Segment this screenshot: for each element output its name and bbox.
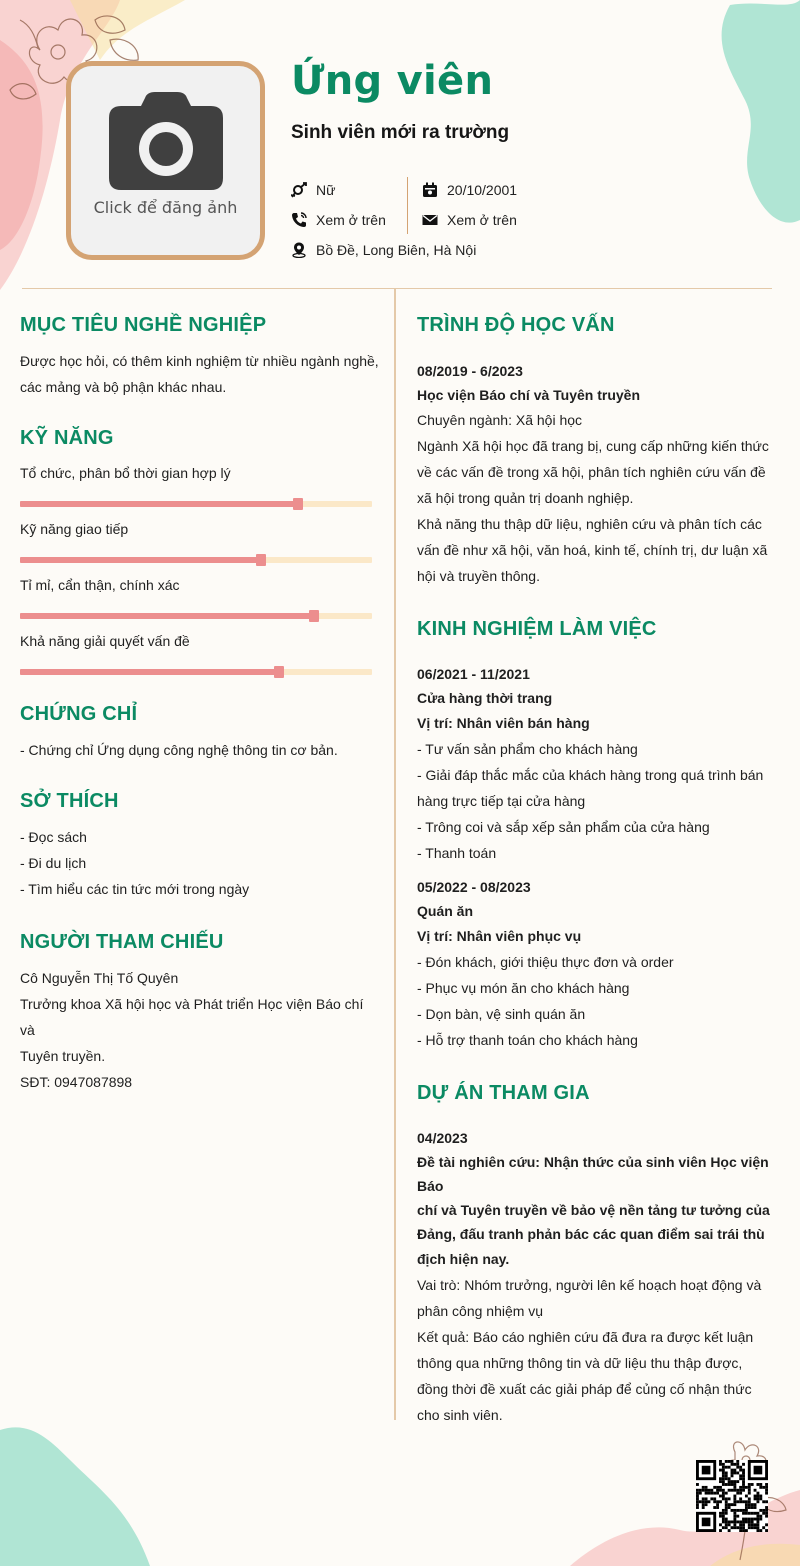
job-line: - Giải đáp thắc mắc của khách hàng trong quá trình bán — [417, 767, 764, 783]
education-line: Chuyên ngành: Xã hội học — [417, 412, 583, 428]
project-line: Vai trò: Nhóm trưởng, người lên kế hoạch hoạt động và — [417, 1277, 762, 1293]
education-line: vấn đề như xã hội, văn hoá, kinh tế, chính trị, dư luận xã — [417, 542, 768, 558]
skill-level-fill — [20, 613, 314, 619]
birthdate-value: 20/10/2001 — [447, 182, 518, 198]
info-divider — [407, 177, 408, 234]
skill-level-fill — [20, 557, 261, 563]
skills-title: KỸ NĂNG — [20, 427, 114, 449]
objective-title: MỤC TIÊU NGHỀ NGHIỆP — [20, 314, 267, 336]
skill-level-bar — [20, 557, 372, 563]
references-section — [20, 929, 380, 1095]
birthdate-info — [421, 181, 517, 199]
skills-section — [20, 425, 380, 675]
objective-line: các mảng và bộ phận khác nhau. — [20, 379, 227, 395]
gender-value: Nữ — [316, 182, 336, 198]
education-school: Học viện Báo chí và Tuyên truyền — [417, 387, 641, 403]
address-value: Bồ Đề, Long Biên, Hà Nội — [316, 242, 477, 258]
education-date: 08/2019 - 6/2023 — [417, 363, 523, 379]
projects-section — [417, 1080, 777, 1428]
job-line: - Hỗ trợ thanh toán cho khách hàng — [417, 1032, 638, 1048]
skill-level-handle — [274, 666, 284, 678]
project-line: thông qua những thông tin và dữ liệu thu thập được, — [417, 1355, 743, 1371]
reference-line: Cô Nguyễn Thị Tố Quyên — [20, 970, 179, 986]
project-line: cho sinh viên. — [417, 1407, 503, 1423]
project-date: 04/2023 — [417, 1130, 468, 1146]
experience-title: KINH NGHIỆM LÀM VIỆC — [417, 618, 657, 640]
skill-level-fill — [20, 501, 298, 507]
education-line: hội và truyền thông. — [417, 568, 540, 584]
photo-upload[interactable] — [66, 61, 265, 260]
email-value: Xem ở trên — [447, 212, 517, 228]
education-title: TRÌNH ĐỘ HỌC VẤN — [417, 314, 615, 336]
skill-item — [20, 575, 380, 619]
skill-name: Kỹ năng giao tiếp — [20, 521, 129, 537]
job-line: - Đón khách, giới thiệu thực đơn và order — [417, 954, 674, 970]
skill-level-bar — [20, 501, 372, 507]
hobbies-section — [20, 788, 380, 902]
projects-title: DỰ ÁN THAM GIA — [417, 1082, 590, 1104]
job-position: Vị trí: Nhân viên phục vụ — [417, 928, 582, 944]
column-divider — [394, 289, 396, 1420]
job-line: - Thanh toán — [417, 845, 497, 861]
education-line: Ngành Xã hội học đã trang bị, cung cấp những kiến thức — [417, 438, 769, 454]
project-title-line: Đề tài nghiên cứu: Nhận thức của sinh viên Học viện Báo — [417, 1154, 769, 1194]
candidate-role: Sinh viên mới ra trường — [291, 122, 510, 143]
skill-level-handle — [309, 610, 319, 622]
education-line: Khả năng thu thập dữ liệu, nghiên cứu và phân tích các — [417, 516, 762, 532]
skill-level-bar — [20, 613, 372, 619]
job-date: 05/2022 - 08/2023 — [417, 879, 531, 895]
certificates-section — [20, 701, 380, 763]
job-line: - Tư vấn sản phẩm cho khách hàng — [417, 741, 638, 757]
job-position: Vị trí: Nhân viên bán hàng — [417, 715, 590, 731]
address-info — [290, 241, 476, 259]
project-line: phân công nhiệm vụ — [417, 1303, 544, 1319]
references-title: NGƯỜI THAM CHIẾU — [20, 931, 224, 953]
reference-line: Tuyên truyền. — [20, 1048, 106, 1064]
job-line: - Trông coi và sắp xếp sản phẩm của cửa hàng — [417, 819, 710, 835]
calendar-icon — [421, 181, 439, 199]
left-column — [20, 312, 380, 1095]
email-info — [421, 211, 517, 229]
qr-code[interactable] — [696, 1460, 768, 1532]
mail-icon — [421, 211, 439, 229]
header-divider — [22, 288, 772, 289]
skill-item — [20, 519, 380, 563]
skill-level-bar — [20, 669, 372, 675]
job-entry — [417, 662, 777, 866]
location-icon — [290, 241, 308, 259]
project-title-line: địch hiện nay. — [417, 1251, 510, 1267]
project-title-line: Đảng, đấu tranh phản bác các quan điểm sai trái thù — [417, 1226, 765, 1242]
phone-info — [290, 211, 386, 229]
watercolor-top-right — [700, 0, 800, 240]
objective-section — [20, 312, 380, 400]
skill-item — [20, 631, 380, 675]
reference-line: SĐT: 0947087898 — [20, 1074, 133, 1090]
hobby-line: - Đi du lịch — [20, 855, 87, 871]
job-entry — [417, 875, 777, 1053]
certificate-line: - Chứng chỉ Ứng dụng công nghệ thông tin cơ bản. — [20, 742, 338, 758]
hobby-line: - Tìm hiểu các tin tức mới trong ngày — [20, 881, 250, 897]
education-section — [417, 312, 777, 589]
photo-caption: Click để đăng ảnh — [93, 198, 238, 217]
job-company: Cửa hàng thời trang — [417, 690, 553, 706]
job-line: - Phục vụ món ăn cho khách hàng — [417, 980, 630, 996]
phone-icon — [290, 211, 308, 229]
skill-name: Khả năng giải quyết vấn đề — [20, 633, 190, 649]
project-line: Kết quả: Báo cáo nghiên cứu đã đưa ra được kết luận — [417, 1329, 754, 1345]
skill-item — [20, 463, 380, 507]
hobby-line: - Đọc sách — [20, 829, 87, 845]
watercolor-bottom-left — [0, 1420, 160, 1566]
camera-icon — [109, 92, 223, 190]
skill-name: Tỉ mỉ, cẩn thận, chính xác — [20, 577, 180, 593]
skill-name: Tổ chức, phân bổ thời gian hợp lý — [20, 465, 231, 481]
job-company: Quán ăn — [417, 903, 474, 919]
right-column — [417, 312, 777, 1428]
skill-level-fill — [20, 669, 279, 675]
project-title-line: chí và Tuyên truyền về bảo vệ nền tảng tư tưởng của — [417, 1202, 770, 1218]
candidate-name: Ứng viên — [291, 58, 494, 104]
skill-level-handle — [256, 554, 266, 566]
education-line: về các vấn đề trong xã hội, phân tích nghiên cứu vấn đề — [417, 464, 766, 480]
experience-section — [417, 616, 777, 1053]
reference-line: Trưởng khoa Xã hội học và Phát triển Học viện Báo chí và — [20, 996, 364, 1038]
objective-line: Được học hỏi, có thêm kinh nghiệm từ nhiều ngành nghề, — [20, 353, 379, 369]
skill-level-handle — [293, 498, 303, 510]
gender-info — [290, 181, 335, 199]
project-line: đồng thời đề xuất các giải pháp để củng cố nhận thức — [417, 1381, 752, 1397]
phone-value: Xem ở trên — [316, 212, 386, 228]
job-line: hàng trực tiếp tại cửa hàng — [417, 793, 586, 809]
job-line: - Dọn bàn, vệ sinh quán ăn — [417, 1006, 586, 1022]
job-date: 06/2021 - 11/2021 — [417, 666, 530, 682]
education-line: xã hội trong quản trị doanh nghiệp. — [417, 490, 634, 506]
gender-icon — [290, 181, 308, 199]
hobbies-title: SỞ THÍCH — [20, 790, 119, 812]
certificates-title: CHỨNG CHỈ — [20, 703, 138, 725]
